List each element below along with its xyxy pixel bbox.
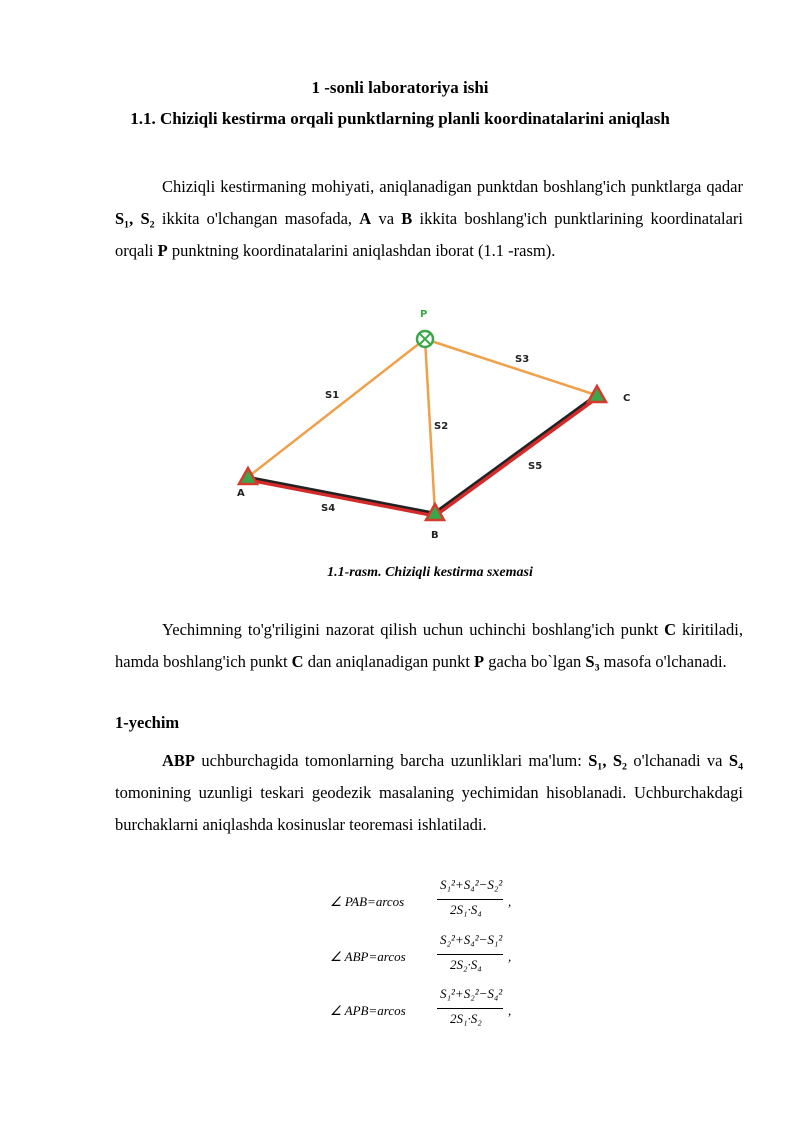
label-S4: S4 [321, 503, 336, 514]
text-run: va [371, 209, 402, 228]
text-run: Chiziqli kestirmaning mohiyati, aniqlanadigan punktdan boshlang'ich punktlarga qadar [162, 177, 743, 196]
bold-run: P [157, 241, 168, 260]
formula-lhs: ∠ PAB=arcos [330, 894, 405, 909]
text-run: tomonining uzunligi teskari geodezik masalaning yechimidan hisoblanadi. Uchburchakdagi burchaklarni aniqlashda kosinuslar teoremasi ishlatiladi. [115, 783, 743, 834]
bold-run: C [664, 620, 677, 639]
formula-comma: , [508, 1003, 512, 1018]
formula-lhs: ∠ APB=arcos [330, 1003, 406, 1018]
text-run: ikkita o'lchangan masofada, [154, 209, 360, 228]
label-S3: S3 [515, 354, 530, 365]
text-run: Yechimning to'g'riligini nazorat qilish uchun uchinchi boshlang'ich punkt [162, 620, 665, 639]
text-run: ikkita boshlang'ich punktlarining koordinatalari orqali [115, 209, 744, 260]
formula-numerator: S₁²+S₄²−S₂² [440, 877, 503, 892]
bold-run: C [291, 652, 304, 671]
formula-denominator: 2S₁·S₄ [450, 902, 482, 917]
solution-paragraph [115, 745, 743, 841]
fraction-bar [437, 899, 503, 900]
bold-run: S₁, S₂ [588, 751, 628, 770]
section-title: 1.1. Chiziqli kestirma orqali punktlarning planli koordinatalarini aniqlash [130, 109, 670, 128]
solution-heading: 1-yechim [115, 713, 180, 732]
formula-numerator: S₂²+S₄²−S₁² [440, 932, 503, 947]
text-run: o'lchanadi va [627, 751, 729, 770]
text-run: punktning koordinatalarini aniqlashdan iborat (1.1 -rasm). [167, 241, 556, 260]
formula-lhs: ∠ ABP=arcos [330, 949, 406, 964]
text-run: kiritiladi, hamda boshlang'ich punkt [115, 620, 743, 671]
label-P: P [420, 309, 428, 320]
label-S2: S2 [434, 421, 449, 432]
figure-caption: 1.1-rasm. Chiziqli kestirma sxemasi [327, 565, 533, 580]
intro-paragraph [115, 171, 743, 267]
formula-comma: , [508, 949, 512, 964]
control-paragraph [115, 614, 743, 678]
label-B: B [431, 530, 439, 541]
lab-title: 1 -sonli laboratoriya ishi [311, 78, 489, 97]
label-C: C [623, 393, 631, 404]
bold-run: B [401, 209, 413, 228]
point-P-marker [417, 331, 433, 347]
bold-run: P [474, 652, 485, 671]
bold-run: S₃ [585, 652, 600, 671]
formula-denominator: 2S₁·S₂ [450, 1011, 482, 1026]
formula-numerator: S₁²+S₂²−S₄² [440, 986, 503, 1001]
label-S1: S1 [325, 390, 340, 401]
text-run: dan aniqlanadigan punkt [303, 652, 475, 671]
bold-run: A [359, 209, 372, 228]
text-run: gacha bo`lgan [484, 652, 586, 671]
formula-denominator: 2S₂·S₄ [450, 957, 482, 972]
formula-comma: , [508, 894, 512, 909]
fraction-bar [437, 1008, 503, 1009]
label-A: A [237, 488, 245, 499]
text-run: uchburchagida tomonlarning barcha uzunliklari ma'lum: [195, 751, 589, 770]
bold-run: S₄ [728, 751, 744, 770]
bold-run: S₁, S₂ [115, 209, 155, 228]
fraction-bar [437, 954, 503, 955]
bold-run: ABP [162, 751, 195, 770]
resection-diagram [215, 305, 635, 545]
text-run: masofa o'lchanadi. [599, 652, 727, 671]
label-S5: S5 [528, 461, 543, 472]
